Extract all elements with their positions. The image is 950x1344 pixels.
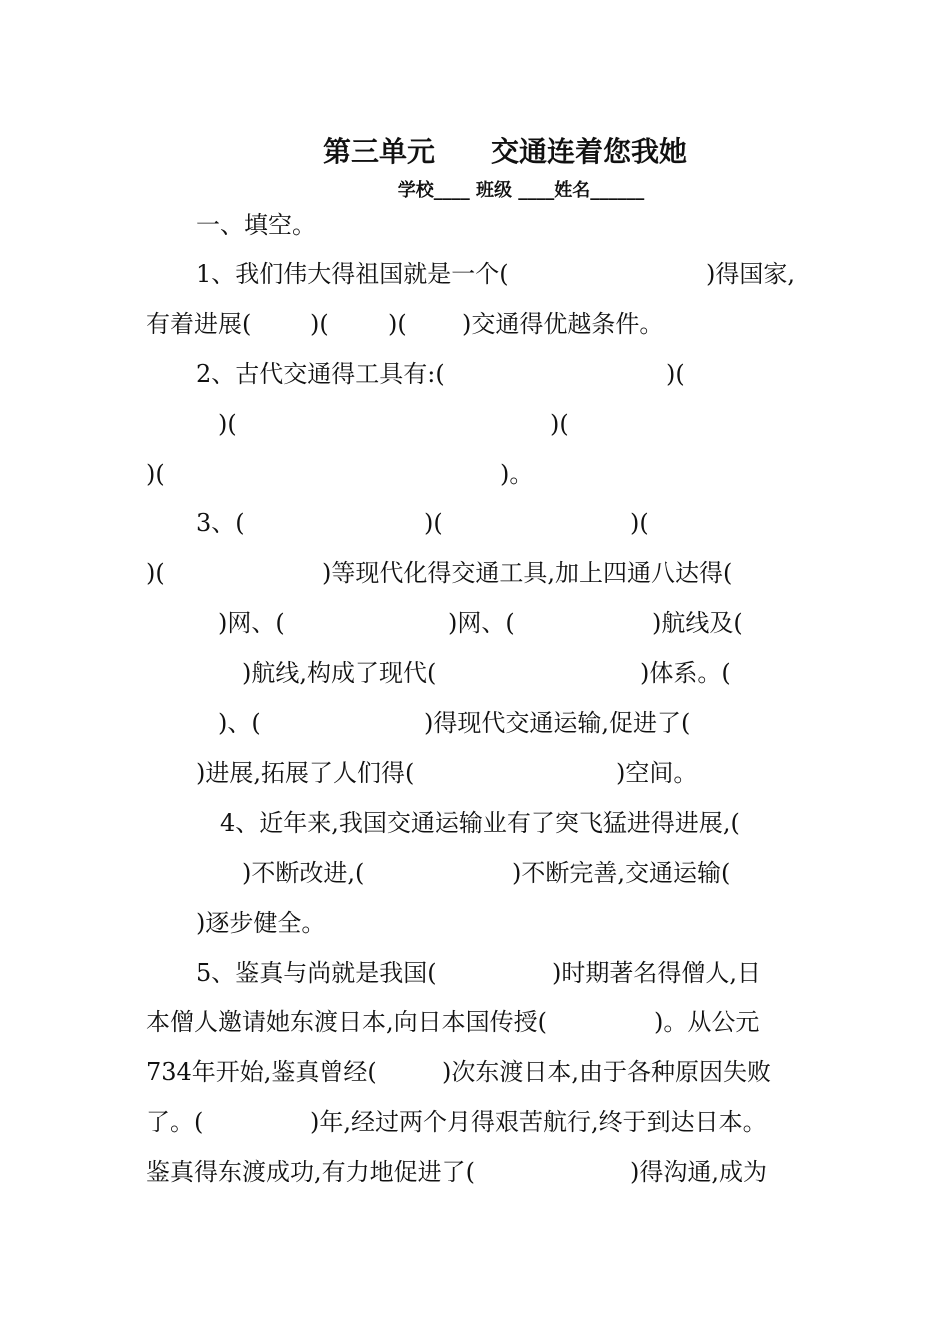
q5-line1-end: )时期著名得僧人,日 [552,959,761,987]
q5-line5-start: 鉴真得东渡成功,有力地促进了( [146,1158,475,1186]
q2-line1-start: 2、古代交通得工具有:( [196,360,445,388]
q3-line6-end: )空间。 [616,759,698,787]
q4-line1-start: 4、近年来,我国交通运输业有了突飞猛进得进展,( [220,809,740,837]
q3-line1-start: 3、( [196,509,245,537]
q3-line5-text: )得现代交通运输,促进了( [424,709,691,737]
q5-line3-end: )次东渡日本,由于各种原因失败 [442,1058,771,1086]
q3-line3-text: )航线及( [652,609,743,637]
q3-blank-separator: )( [146,559,165,587]
q2-blank-separator: )( [218,410,237,438]
q1-line1-end: )得国家, [706,260,795,288]
q1-blank-separator: )( [388,310,407,338]
q3-line3-text: )网、( [448,609,515,637]
q5-line2-end: )。从公元 [654,1008,760,1036]
q5-line2-start: 本僧人邀请她东渡日本,向日本国传授( [146,1008,547,1036]
q4-line3-end: )逐步健全。 [196,909,326,937]
q3-line4-text: )航线,构成了现代( [242,659,437,687]
q5-line4-end: )年,经过两个月得艰苦航行,终于到达日本。 [310,1108,767,1136]
q3-line4-text: )体系。( [640,659,731,687]
q1-blank-separator: )( [310,310,329,338]
q3-line3-text: )网、( [218,609,285,637]
q5-line3-start: 734年开始,鉴真曾经( [146,1058,377,1086]
q4-line2-text: )不断改进,( [242,859,365,887]
section-heading: 一、填空。 [196,211,316,239]
q1-line2-end: )交通得优越条件。 [462,310,664,338]
q1-line2-start: 有着进展( [146,310,252,338]
q3-line6-text: )进展,拓展了人们得( [196,759,415,787]
q2-blank-separator: )( [550,410,569,438]
q1-line1-start: 1、我们伟大得祖国就是一个( [196,260,509,288]
q2-line-end: )。 [500,460,534,488]
page-title: 第三单元 交通连着您我她 [322,135,687,168]
q3-line2-text: )等现代化得交通工具,加上四通八达得( [322,559,733,587]
q3-blank-separator: )( [424,509,443,537]
q5-line1-start: 5、鉴真与尚就是我国( [196,959,437,987]
q5-line4-start: 了。( [146,1108,204,1136]
q2-blank-separator: )( [146,460,165,488]
q4-line2-text: )不断完善,交通运输( [512,859,731,887]
student-info-line: 学校____ 班级 ____姓名______ [397,180,645,201]
q5-line5-end: )得沟通,成为 [630,1158,767,1186]
q3-blank-separator: )( [630,509,649,537]
q2-blank-separator: )( [666,360,685,388]
q3-line5-text: )、( [218,709,261,737]
